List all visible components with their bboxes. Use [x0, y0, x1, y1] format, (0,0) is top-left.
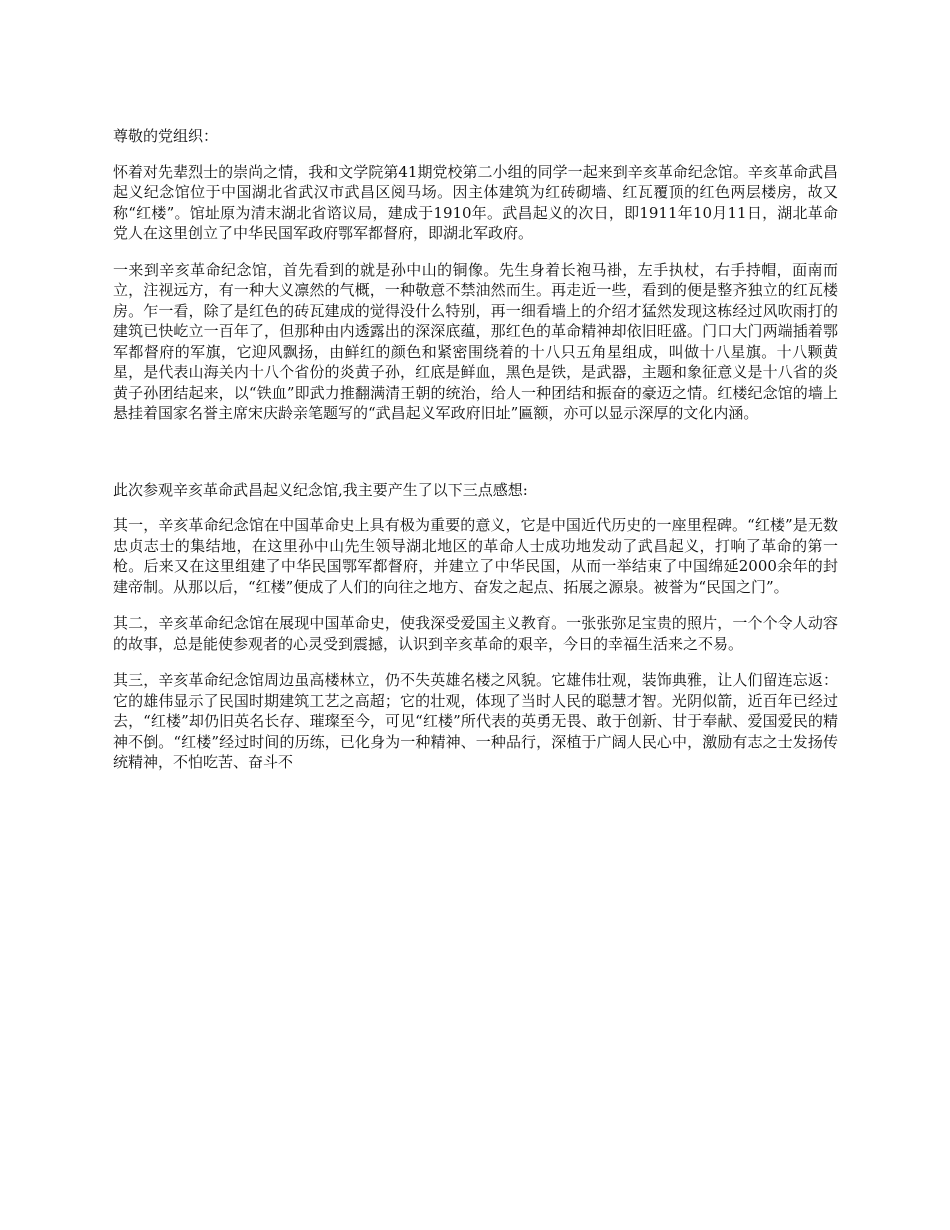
section-gap — [113, 440, 838, 480]
reflection-point-2: 其二，辛亥革命纪念馆在展现中国革命史，使我深受爱国主义教育。一张张弥足宝贵的照片，一个个令人动容的故事，总是能使参观者的心灵受到震撼，认识到辛亥革命的艰辛，今日的幸福生活来之不易。 — [113, 614, 838, 653]
paragraph-memorial-description: 一来到辛亥革命纪念馆，首先看到的就是孙中山的铜像。先生身着长袍马褂，左手执杖，右手持帽，面南而立，注视远方，有一种大义凛然的气概，一种敬意不禁油然而生。再走近一些，看到的便是整齐独立的红瓦楼房。乍一看，除了是红色的砖瓦建成的觉得没什么特别，再一细看墙上的介绍才猛然发现这栋经过风吹雨打的建筑已快屹立一百年了，但那种由内透露出的深深底蕴，那红色的革命精神却依旧旺盛。门口大门两端插着鄂军都督府的军旗，它迎风飘扬，由鲜红的颜色和紧密围绕着的十八只五角星组成，叫做十八星旗。十八颗黄星，是代表山海关内十八个省份的炎黄子孙，红底是鲜血，黑色是铁，是武器，主题和象征意义是十八省的炎黄子孙团结起来，以“铁血”即武力推翻满清王朝的统治，给人一种团结和振奋的豪迈之情。红楼纪念馆的墙上悬挂着国家名誉主席宋庆龄亲笔题写的“武昌起义军政府旧址”匾额，亦可以显示深厚的文化内涵。 — [113, 260, 838, 422]
paragraph-visit-intro: 怀着对先辈烈士的崇尚之情，我和文学院第41期党校第二小组的同学一起来到辛亥革命纪念馆。辛亥革命武昌起义纪念馆位于中国湖北省武汉市武昌区阅马场。因主体建筑为红砖砌墙、红瓦覆顶的红色两层楼房，故又称“红楼”。馆址原为清末湖北省谘议局，建成于1910年。武昌起义的次日，即1911年10月11日，湖北革命党人在这里创立了中华民国军政府鄂军都督府，即湖北军政府。 — [113, 162, 838, 242]
document-page — [113, 120, 838, 789]
reflections-intro: 此次参观辛亥革命武昌起义纪念馆,我主要产生了以下三点感想: — [113, 480, 528, 499]
reflection-point-1: 其一，辛亥革命纪念馆在中国革命史上具有极为重要的意义，它是中国近代历史的一座里程碑。“红楼”是无数忠贞志士的集结地，在这里孙中山先生领导湖北地区的革命人士成功地发动了武昌起义，打响了革命的第一枪。后来又在这里组建了中华民国鄂军都督府，并建立了中华民国，从而一举结束了中国绵延2000余年的封建帝制。从那以后，“红楼”便成了人们的向往之地方、奋发之起点、拓展之源泉。被誉为“民国之门”。 — [113, 516, 838, 596]
salutation: 尊敬的党组织： — [113, 127, 219, 145]
reflection-point-3: 其三，辛亥革命纪念馆周边虽高楼林立，仍不失英雄名楼之风貌。它雄伟壮观，装饰典雅，让人们留连忘返：它的雄伟显示了民国时期建筑工艺之高超；它的壮观，体现了当时人民的聪慧才智。光阴似箭，近百年已经过去，“红楼”却仍旧英名长存、璀璨至今，可见“红楼”所代表的英勇无畏、敢于创新、甘于奉献、爱国爱民的精神不倒。“红楼”经过时间的历练，已化身为一种精神、一种品行，深植于广阔人民心中，激励有志之士发扬传统精神，不怕吃苦、奋斗不 — [113, 671, 838, 771]
